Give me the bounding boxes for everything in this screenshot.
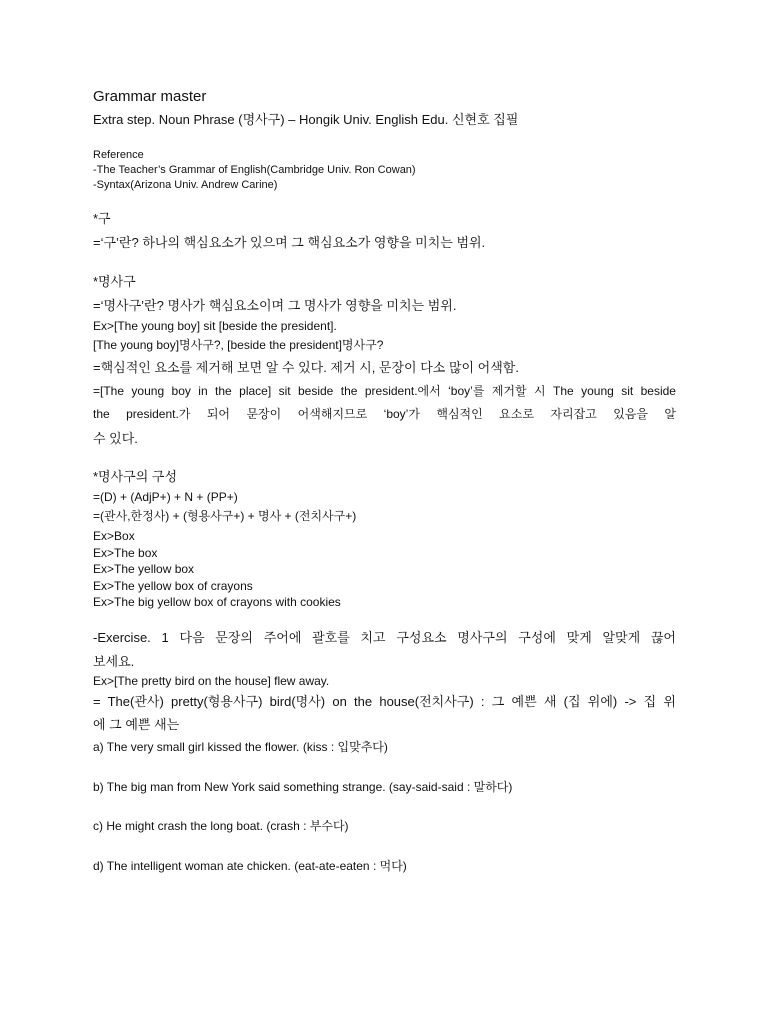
reference-item: -Syntax(Arizona Univ. Andrew Carine) <box>93 179 278 191</box>
section-gu-heading: *구 <box>93 211 111 226</box>
section-np-definition: =‘명사구’란? 명사가 핵심요소이며 그 명사가 영향을 미치는 범위. <box>93 298 457 313</box>
example-line: Ex>The yellow box of crayons <box>93 579 253 593</box>
exercise-answer-line: = The(관사) pretty(형용사구) bird(명사) on the house(전치사구) : 그 예쁜 새 (집 위에) -> 집 위 <box>93 694 676 709</box>
exercise-intro-line: 보세요. <box>93 654 135 669</box>
reference-heading: Reference <box>93 149 144 161</box>
exercise-question: d) The intelligent woman ate chicken. (eat-ate-eaten : 먹다) <box>93 859 407 873</box>
section-np-heading: *명사구 <box>93 274 136 289</box>
section-np-note: =핵심적인 요소를 제거해 보면 알 수 있다. 제거 시, 문장이 다소 많이 어색함. <box>93 360 519 375</box>
reference-item: -The Teacher’s Grammar of English(Cambridge Univ. Ron Cowan) <box>93 164 416 176</box>
section-np-example: [The young boy]명사구?, [beside the president]명사구? <box>93 338 384 352</box>
section-np-paragraph-line: =[The young boy in the place] sit beside the president.에서 ‘boy’를 제거할 시 The young sit beside <box>93 384 676 398</box>
exercise-example: Ex>[The pretty bird on the house] flew away. <box>93 674 330 688</box>
example-line: Ex>The big yellow box of crayons with cookies <box>93 595 341 609</box>
document-title: Grammar master <box>93 88 207 105</box>
exercise-answer-line: 에 그 예쁜 새는 <box>93 717 180 732</box>
exercise-question: b) The big man from New York said something strange. (say-said-said : 말하다) <box>93 780 513 794</box>
example-line: Ex>Box <box>93 529 135 543</box>
formula: =(관사,한정사) + (형용사구+) + 명사 + (전치사구+) <box>93 509 357 523</box>
section-np-example: Ex>[The young boy] sit [beside the president]. <box>93 319 337 333</box>
example-line: Ex>The box <box>93 546 158 560</box>
section-gu-definition: =‘구’란? 하나의 핵심요소가 있으며 그 핵심요소가 영향을 미치는 범위. <box>93 235 486 250</box>
formula: =(D) + (AdjP+) + N + (PP+) <box>93 490 238 504</box>
exercise-question: a) The very small girl kissed the flower. (kiss : 입맞추다) <box>93 740 388 754</box>
example-line: Ex>The yellow box <box>93 562 195 576</box>
section-np-paragraph-line: the president.가 되어 문장이 어색해지므로 ‘boy’가 핵심적인 요소로 자리잡고 있음을 알 <box>93 407 676 421</box>
section-struct-heading: *명사구의 구성 <box>93 469 178 484</box>
document-subtitle: Extra step. Noun Phrase (명사구) – Hongik Univ. English Edu. 신현호 집필 <box>93 112 519 127</box>
section-np-paragraph-line: 수 있다. <box>93 431 138 446</box>
exercise-question: c) He might crash the long boat. (crash : 부수다) <box>93 819 349 833</box>
exercise-intro-line: -Exercise. 1 다음 문장의 주어에 괄호를 치고 구성요소 명사구의 구성에 맞게 알맞게 끊어 <box>93 630 676 645</box>
